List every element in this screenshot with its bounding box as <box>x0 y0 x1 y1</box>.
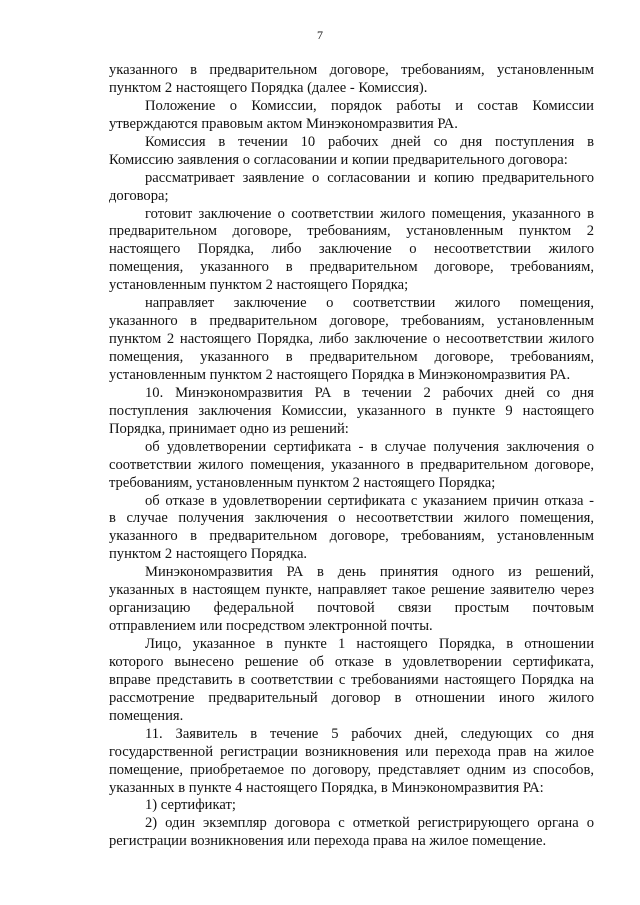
text-line: Комиссия в течении 10 рабочих дней со дня поступления в <box>145 133 594 150</box>
text-line: предварительном договоре, требованиям, установленным пунктом 2 <box>109 223 594 240</box>
text-line: помещения. <box>109 707 184 724</box>
text-line: об удовлетворении сертификата - в случае получения заключения о <box>145 438 594 455</box>
page-number: 7 <box>317 28 323 42</box>
text-line: 1) сертификат; <box>145 797 236 814</box>
text-line: установленным пунктом 2 настоящего Порядка в Минэкономразвития РА. <box>109 366 571 383</box>
text-line: указанных в настоящем пункте, направляет такое решение заявителю через <box>109 582 594 599</box>
text-line: указанных в пункте 4 настоящего Порядка, в Минэкономразвития РА: <box>109 779 544 796</box>
text-line: которого вынесено решение об отказе в удовлетворении сертификата, <box>109 653 594 670</box>
text-line: помещения, указанного в предварительном договоре, требованиям, <box>109 349 594 365</box>
text-line: организацию федеральной почтовой связи простым почтовым <box>109 600 594 617</box>
text-line: регистрации возникновения или перехода права на жилое помещение. <box>109 833 547 850</box>
text-line: Комиссию заявления о согласовании и копии предварительного договора: <box>109 151 568 168</box>
text-line: Лицо, указанное в пункте 1 настоящего Порядка, в отношении <box>145 636 594 652</box>
text-line: поступления заключения Комиссии, указанного в пункте 9 настоящего <box>109 402 594 419</box>
text-line: направляет заключение о соответствии жилого помещения, <box>145 295 594 312</box>
text-line: пунктом 2 настоящего Порядка (далее - Комиссия). <box>109 79 428 96</box>
text-line: указанного в предварительном договоре, требованиям, установленным <box>109 528 594 545</box>
text-line: пунктом 2 настоящего Порядка, либо заключение о несоответствии жилого <box>109 331 594 348</box>
text-line: Минэкономразвития РА в день принятия одного из решений, <box>145 564 594 581</box>
text-line: рассмотрение предварительный договор в отношении иного жилого <box>109 689 594 706</box>
text-line: соответствии жилого помещения, указанного в предварительном договоре, <box>109 456 594 473</box>
text-line: помещение, приобретаемое по договору, представляет одним из способов, <box>109 761 594 778</box>
text-line: рассматривает заявление о согласовании и копию предварительного <box>145 169 594 186</box>
text-line: указанного в предварительном договоре, требованиям, установленным <box>109 313 594 330</box>
text-line: настоящего Порядка, либо заключение о несоответствии жилого <box>109 241 594 258</box>
document-body <box>109 62 594 851</box>
text-line: утверждаются правовым актом Минэкономразвития РА. <box>109 115 458 132</box>
text-line: в случае получения заключения о несоответствии жилого помещения, <box>109 510 594 527</box>
text-line: пунктом 2 настоящего Порядка. <box>109 546 308 563</box>
text-line: 10. Минэкономразвития РА в течении 2 рабочих дней со дня <box>145 384 594 401</box>
text-line: требованиям, установленным пунктом 2 настоящего Порядка; <box>109 474 496 491</box>
text-line: готовит заключение о соответствии жилого помещения, указанного в <box>145 205 594 222</box>
text-line: Положение о Комиссии, порядок работы и состав Комиссии <box>145 97 594 114</box>
text-line: 2) один экземпляр договора с отметкой регистрирующего органа о <box>145 815 594 832</box>
text-line: установленным пунктом 2 настоящего Порядка; <box>109 277 409 294</box>
text-line: об отказе в удовлетворении сертификата с указанием причин отказа - <box>145 492 594 509</box>
text-line: помещения, указанного в предварительном договоре, требованиям, <box>109 259 594 276</box>
text-line: вправе представить в соответствии с требованиями настоящего Порядка на <box>109 671 594 688</box>
text-line: указанного в предварительном договоре, требованиям, установленным <box>109 62 594 78</box>
text-line: отправлением или посредством электронной почты. <box>109 618 433 635</box>
text-line: государственной регистрации возникновения или перехода прав на жилое <box>109 743 594 760</box>
text-line: 11. Заявитель в течение 5 рабочих дней, следующих со дня <box>145 725 594 742</box>
text-line: договора; <box>109 187 169 204</box>
text-line: Порядка, принимает одно из решений: <box>109 420 349 437</box>
